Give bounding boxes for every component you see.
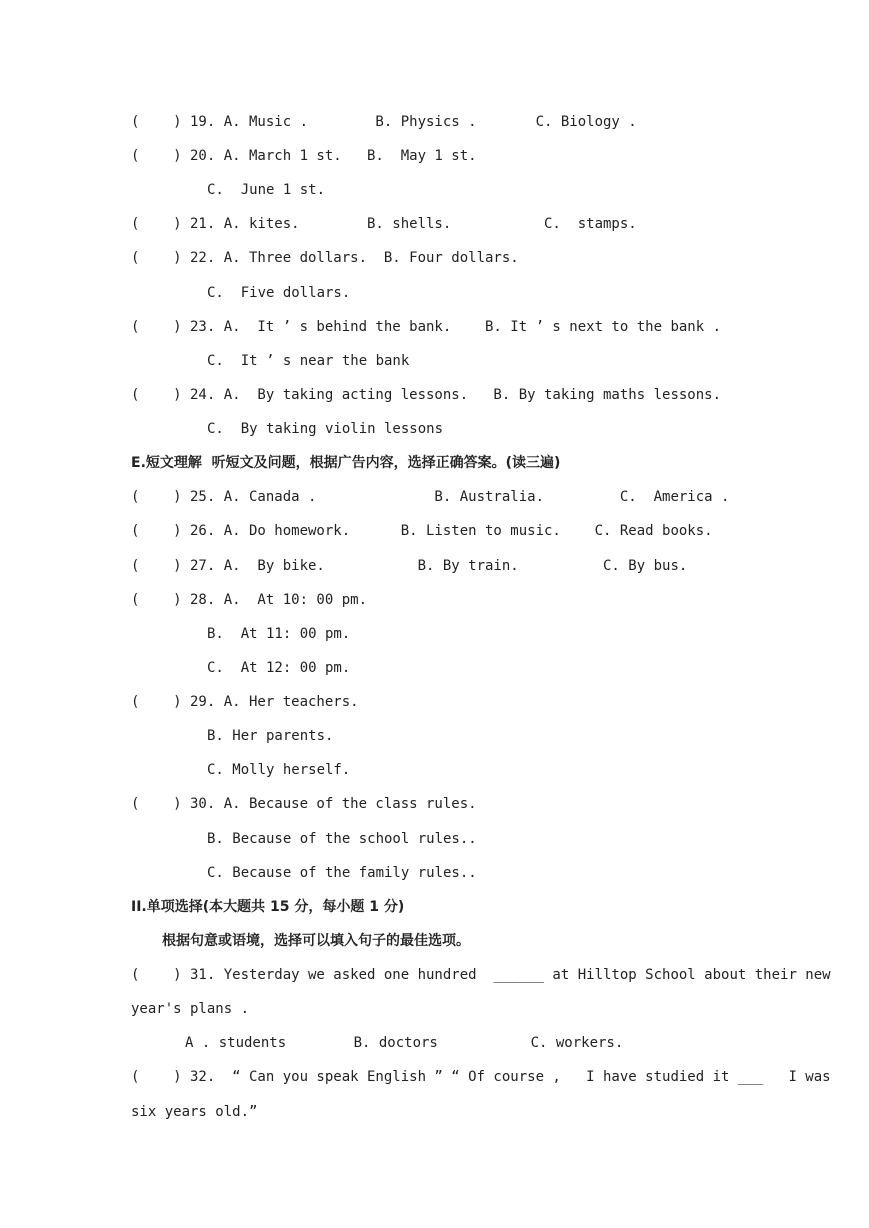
question-29: ( ) 29. A. Her teachers. bbox=[131, 694, 359, 710]
question-31-continued: year's plans . bbox=[131, 1001, 250, 1017]
question-19: ( ) 19. A. Music . B. Physics . C. Biology . bbox=[131, 114, 637, 130]
section-e-heading: E.短文理解 听短文及问题，根据广告内容，选择正确答案。(读三遍) bbox=[131, 455, 561, 471]
section-ii-heading: II.单项选择(本大题共 15 分，每小题 1 分) bbox=[131, 899, 405, 915]
question-31-options: A . students B. doctors C. workers. bbox=[185, 1035, 624, 1051]
question-31: ( ) 31. Yesterday we asked one hundred ______ at Hilltop School about their new bbox=[131, 967, 831, 983]
question-30-option-b: B. Because of the school rules.. bbox=[207, 831, 477, 847]
question-20: ( ) 20. A. March 1 st. B. May 1 st. bbox=[131, 148, 477, 164]
question-29-option-b: B. Her parents. bbox=[207, 728, 334, 744]
question-28-option-c: C. At 12: 00 pm. bbox=[207, 660, 351, 676]
question-22-option-c: C. Five dollars. bbox=[207, 285, 351, 301]
question-28-option-b: B. At 11: 00 pm. bbox=[207, 626, 351, 642]
question-26: ( ) 26. A. Do homework. B. Listen to music. C. Read books. bbox=[131, 523, 713, 539]
question-23: ( ) 23. A. It ’ s behind the bank. B. It ’ s next to the bank . bbox=[131, 319, 722, 335]
question-28: ( ) 28. A. At 10: 00 pm. bbox=[131, 592, 368, 608]
question-32-continued: six years old.” bbox=[131, 1104, 258, 1120]
question-30-option-c: C. Because of the family rules.. bbox=[207, 865, 477, 881]
question-24-option-c: C. By taking violin lessons bbox=[207, 421, 444, 437]
question-30: ( ) 30. A. Because of the class rules. bbox=[131, 796, 477, 812]
question-29-option-c: C. Molly herself. bbox=[207, 762, 351, 778]
question-24: ( ) 24. A. By taking acting lessons. B. By taking maths lessons. bbox=[131, 387, 722, 403]
question-20-option-c: C. June 1 st. bbox=[207, 182, 326, 198]
question-22: ( ) 22. A. Three dollars. B. Four dollars. bbox=[131, 250, 519, 266]
question-32: ( ) 32. “ Can you speak English ” “ Of course , I have studied it ___ I was bbox=[131, 1069, 831, 1085]
question-27: ( ) 27. A. By bike. B. By train. C. By bus. bbox=[131, 558, 688, 574]
question-23-option-c: C. It ’ s near the bank bbox=[207, 353, 410, 369]
section-ii-instructions: 根据句意或语境，选择可以填入句子的最佳选项。 bbox=[162, 933, 470, 949]
question-25: ( ) 25. A. Canada . B. Australia. C. America . bbox=[131, 489, 730, 505]
question-21: ( ) 21. A. kites. B. shells. C. stamps. bbox=[131, 216, 637, 232]
